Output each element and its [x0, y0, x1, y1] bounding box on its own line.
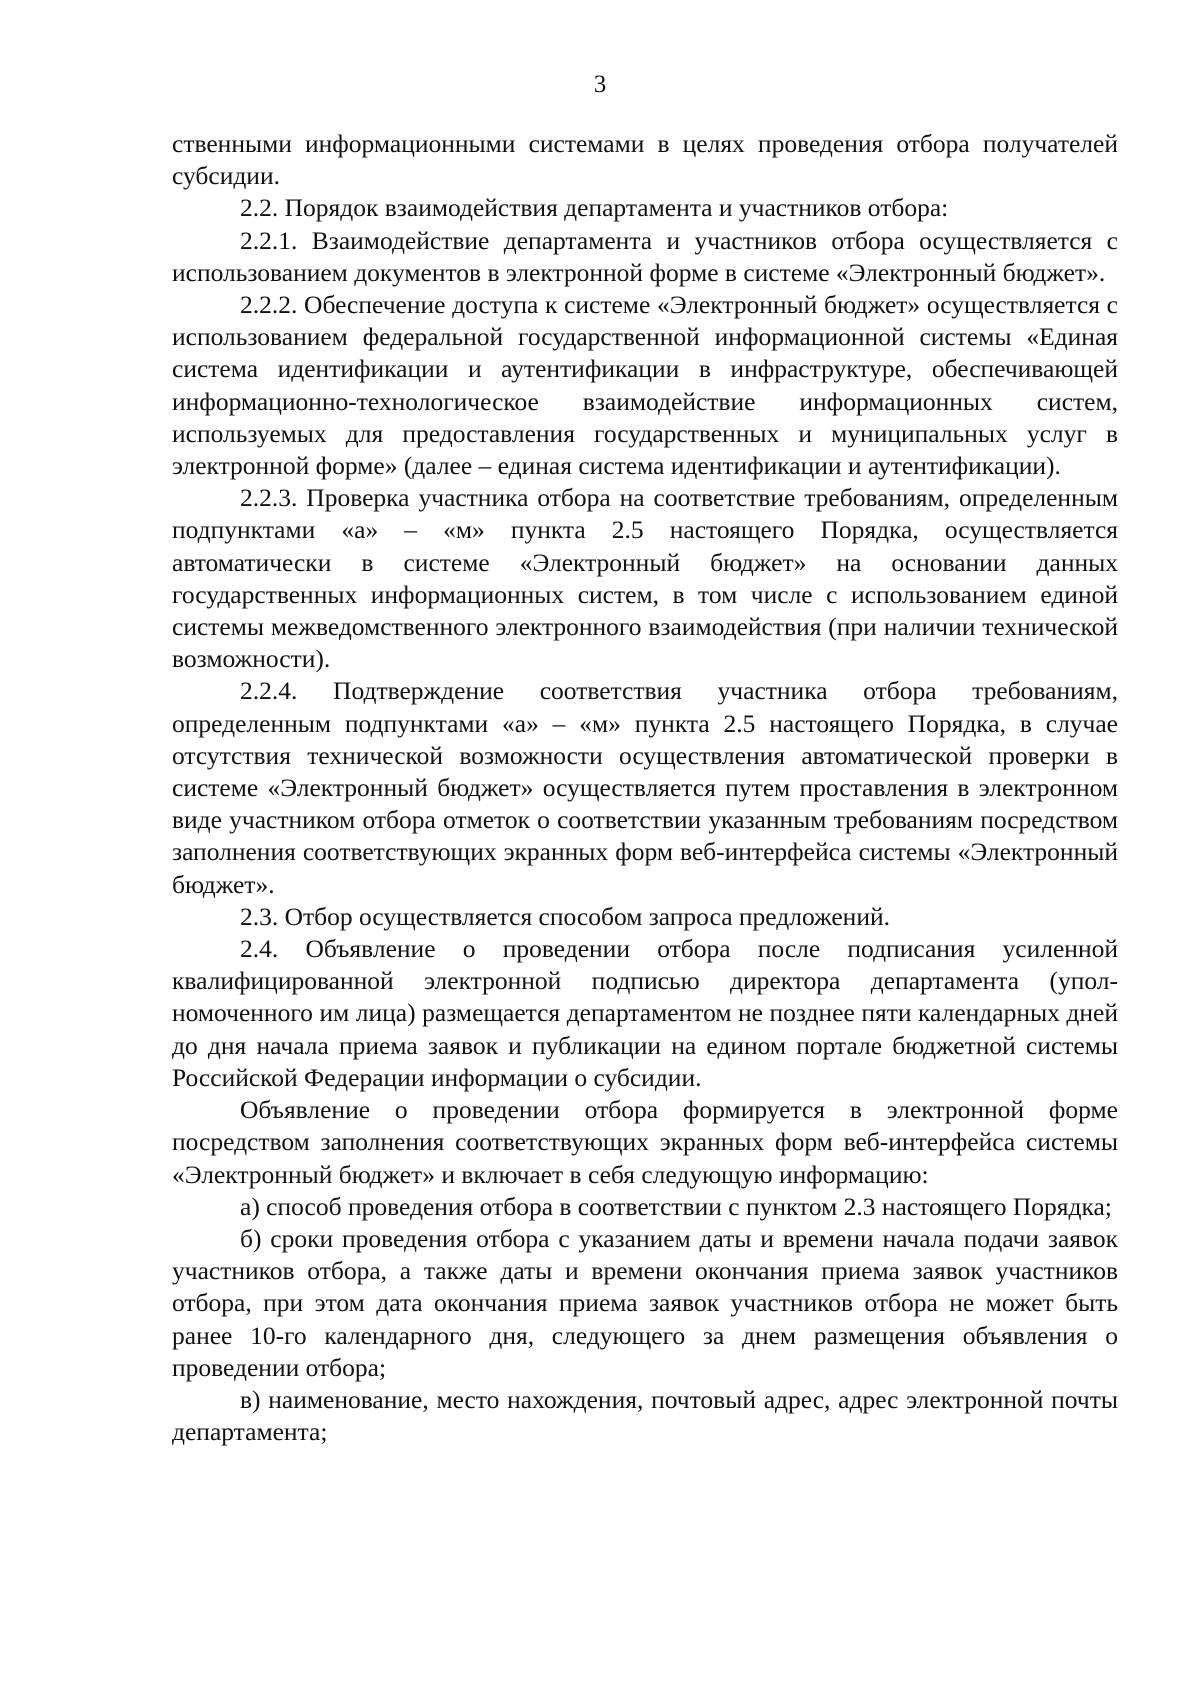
- paragraph-continuation: ственными информационными системами в целях проведения отбора получателей субсидии.: [172, 129, 1118, 191]
- paragraph-announcement: Объявление о проведении отбора формируется в электронной форме посредством заполнения соответствующих экранных форм веб-интерфейса системы «Электронный бюджет» и включает в себя следующую информацию:: [172, 1095, 1118, 1189]
- list-item-v: в) наименование, место нахождения, почтовый адрес, адрес электронной почты департамента;: [172, 1384, 1118, 1447]
- page-number: 3: [593, 71, 607, 98]
- list-item-a: а) способ проведения отбора в соответствии с пунктом 2.3 настоящего Порядка;: [240, 1191, 1112, 1221]
- paragraph-2-2: 2.2. Порядок взаимодействия департамента и участников отбора:: [240, 193, 949, 223]
- paragraph-2-2-2: 2.2.2. Обеспечение доступа к системе «Электронный бюджет» осуществляется с использованием федеральной государственной информационной системы «Единая система идентификации и аутентификации в инфраструктуре, обеспечивающей информационно-технологическое взаимодействие информационных систем, используемых для предоставления государственных и муниципальных услуг в электронной форме» (далее – единая система идентификации и аутентификации).: [172, 290, 1118, 481]
- paragraph-2-2-3: 2.2.3. Проверка участника отбора на соответствие требованиям, определенным подпунктами «а» – «м» пункта 2.5 настоящего Порядка, осуществляется автоматически в системе «Электронный бюджет» на основании данных государственных информационных систем, в том числе с использованием единой системы межведомственного электронного взаимодействия (при наличии технической возможности).: [172, 483, 1118, 674]
- paragraph-2-3: 2.3. Отбор осуществляется способом запроса предложений.: [240, 901, 890, 931]
- paragraph-2-2-4: 2.2.4. Подтверждение соответствия участника отбора требованиям, определенным подпунктами «а» – «м» пункта 2.5 настоящего Порядка, в случае отсутствия технической возможности осуществления автоматической проверки в системе «Электронный бюджет» осуществляется путем проставления в электронном виде участником отбора отметок о соответствии указанным требованиям посредством заполнения соответствующих экранных форм веб-интерфейса системы «Электронный бюджет».: [172, 676, 1118, 899]
- document-body: [172, 128, 1118, 1448]
- list-item-b: б) сроки проведения отбора с указанием даты и времени начала подачи заявок участников отбора, а также даты и времени окончания приема заявок участников отбора, при этом дата окончания приема заявок участников отбора не может быть ранее 10-го календарного дня, следующего за днем размещения объявления о проведении отбора;: [172, 1223, 1118, 1382]
- paragraph-2-2-1: 2.2.1. Взаимодействие департамента и участников отбора осуществляется с использованием документов в электронной форме в системе «Электронный бюджет».: [172, 225, 1118, 287]
- paragraph-2-4: 2.4. Объявление о проведении отбора после подписания усиленной квалифицированной электронной подписью директора департамента (уполномоченного им лица) размещается департаментом не позднее пяти календарных дней до дня начала приема заявок и публикации на едином портале бюджетной системы Российской Федерации информации о субсидии.: [172, 934, 1118, 1092]
